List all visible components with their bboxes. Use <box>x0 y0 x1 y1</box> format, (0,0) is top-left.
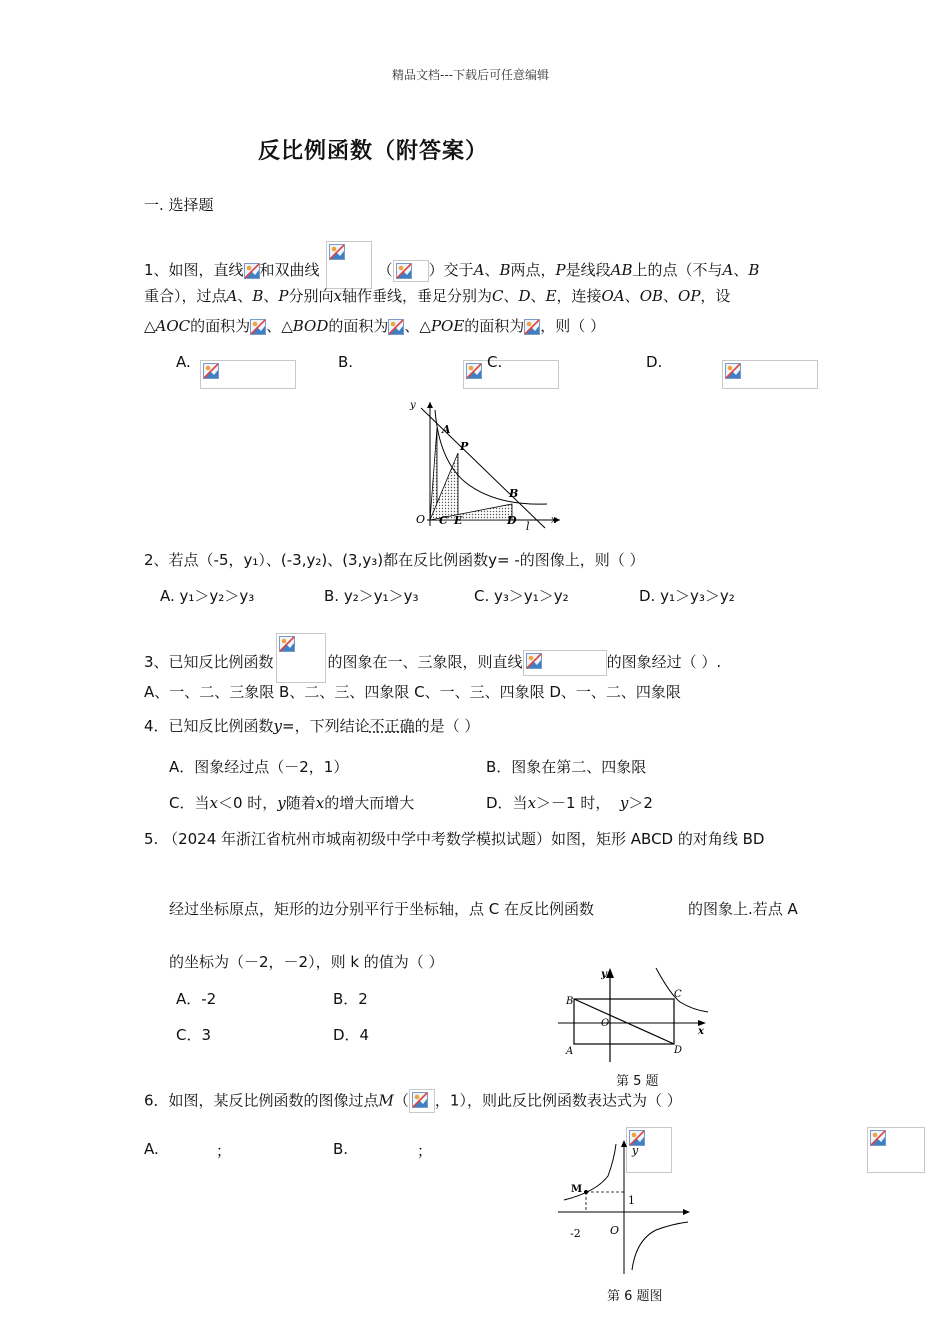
formula-image-icon <box>466 363 482 379</box>
label-e: E <box>454 514 463 527</box>
label-x: x <box>551 515 557 526</box>
q4-option-a: A．图象经过点（－2，1） <box>169 758 349 776</box>
point-m <box>584 1190 588 1194</box>
q5-option-d: D．4 <box>333 1026 370 1044</box>
q1-option-c: C. <box>487 353 503 371</box>
formula-image-icon <box>388 319 404 335</box>
q5-line1: 5. （2024 年浙江省杭州市城南初级中学中考数学模拟试题）如图，矩形 ABCD 的对角线 BD <box>144 830 765 848</box>
q6-caption: 第 6 题图 <box>607 1289 663 1304</box>
q1-line2: 重合），过点A、B、P分别向x轴作垂线，垂足分别为C、D、E，连接OA、OB、OP，设 <box>144 287 731 305</box>
label-p: P <box>460 440 469 453</box>
hyperbola-branch-4 <box>632 1222 688 1270</box>
formula-image-icon <box>329 244 345 260</box>
q4-option-c: C．当x＜0 时，y随着x的增大而增大 <box>169 794 415 812</box>
label-y: y <box>410 400 416 411</box>
label-o: O <box>416 513 426 526</box>
label-o: O <box>610 1224 620 1237</box>
formula-image <box>393 260 429 282</box>
formula-image-icon <box>279 636 295 652</box>
formula-image <box>409 1089 435 1113</box>
q5-caption: 第 5 题 <box>616 1074 659 1089</box>
formula-image <box>276 633 326 683</box>
section-heading: 一. 选择题 <box>144 196 214 214</box>
y-axis-arrow <box>427 402 433 408</box>
q6-stem: 6．如图，某反比例函数的图像过点M（ ，1），则此反比例函数表达式为（ ） <box>144 1089 682 1113</box>
label-d: D <box>674 1045 683 1056</box>
q5-option-c: C．3 <box>176 1026 212 1044</box>
q1-figure <box>405 396 567 532</box>
q1-line3: △AOC的面积为 、△BOD的面积为 、△POE的面积为 ，则（ ） <box>144 317 606 335</box>
label-c: C <box>674 989 682 1000</box>
diagonal-bd <box>574 999 674 1044</box>
q2-option-a: A. y₁＞y₂＞y₃ <box>160 587 255 605</box>
q6-option-a-sep: ； <box>216 1142 232 1160</box>
label-o: O <box>601 1018 610 1029</box>
q5-line2: 经过坐标原点，矩形的边分别平行于坐标轴，点 C 在反比例函数 <box>169 900 595 918</box>
label-a: A <box>442 423 451 436</box>
label-x: x <box>698 1026 704 1037</box>
q5-figure <box>558 964 714 1064</box>
label-y: y <box>632 1144 639 1157</box>
label-m: M <box>571 1184 583 1195</box>
formula-image-icon <box>396 263 412 279</box>
q1-option-c-image <box>722 360 818 389</box>
q1-option-a-image <box>200 360 296 389</box>
y-axis-arrow <box>606 968 614 978</box>
formula-image-icon <box>203 363 219 379</box>
q3-stem: 3、已知反比例函数 的图象在一、三象限，则直线 的图象经过（ ）. <box>144 633 721 683</box>
y-axis-arrow <box>621 1140 627 1147</box>
q6-figure <box>556 1136 696 1276</box>
formula-image-icon <box>870 1130 886 1146</box>
q4-option-d: D．当x＞－1 时， y＞2 <box>486 794 653 812</box>
label-neg2: -2 <box>570 1227 581 1240</box>
formula-image-icon <box>526 653 542 669</box>
q4-stem: 4．已知反比例函数y=，下列结论不正确的是（ ） <box>144 717 480 735</box>
label-l: l <box>526 520 530 532</box>
q6-option-b: B. <box>333 1140 349 1158</box>
q2-option-b: B. y₂＞y₁＞y₃ <box>324 587 419 605</box>
page-header: 精品文档---下载后可任意编辑 <box>392 68 549 82</box>
q2-stem: 2、若点（-5，y₁）、(-3,y₂)、(3,y₃)都在反比例函数y= -的图像上，则（ ） <box>144 551 645 569</box>
q2-option-d: D. y₁＞y₃＞y₂ <box>639 587 735 605</box>
q4-option-b: B．图象在第二、四象限 <box>486 758 647 776</box>
label-d: D <box>507 514 517 527</box>
q5-option-a: A．-2 <box>176 990 217 1008</box>
label-y: y <box>601 969 607 980</box>
q1-option-a: A. <box>176 353 191 371</box>
formula-image-icon <box>524 319 540 335</box>
q1-option-d: D. <box>646 353 663 371</box>
formula-image-icon <box>725 363 741 379</box>
q6-option-b-image <box>867 1127 925 1173</box>
q5-line2-end: 的图象上.若点 A <box>688 900 798 918</box>
formula-image-icon <box>412 1092 428 1108</box>
formula-image <box>326 241 372 289</box>
q5-line3: 的坐标为（－2，－2），则 k 的值为（ ） <box>169 953 444 971</box>
hyperbola-curve <box>656 968 708 1012</box>
q1-option-b: B. <box>338 353 354 371</box>
formula-image-icon <box>244 263 260 279</box>
q2-option-c: C. y₃＞y₁＞y₂ <box>474 587 569 605</box>
q1-option-b-image <box>463 360 559 389</box>
label-c: C <box>439 514 448 527</box>
q3-options: A、一、二、三象限 B、二、三、四象限 C、一、三、四象限 D、一、二、四象限 <box>144 683 681 701</box>
q6-option-a: A. <box>144 1140 159 1158</box>
label-1: 1 <box>628 1194 635 1207</box>
formula-image-icon <box>250 319 266 335</box>
q6-option-b-sep: ； <box>417 1142 433 1160</box>
page-title: 反比例函数（附答案） <box>258 139 489 164</box>
q1-line1: 1、如图，直线 和双曲线 （ ）交于A、B两点，P是线段AB上的点（不与A、B <box>144 241 759 289</box>
q5-option-b: B．2 <box>333 990 368 1008</box>
label-a: A <box>566 1046 574 1057</box>
label-b: B <box>566 996 574 1007</box>
label-b: B <box>509 487 519 500</box>
x-axis-arrow <box>683 1209 690 1215</box>
formula-image <box>523 650 607 676</box>
